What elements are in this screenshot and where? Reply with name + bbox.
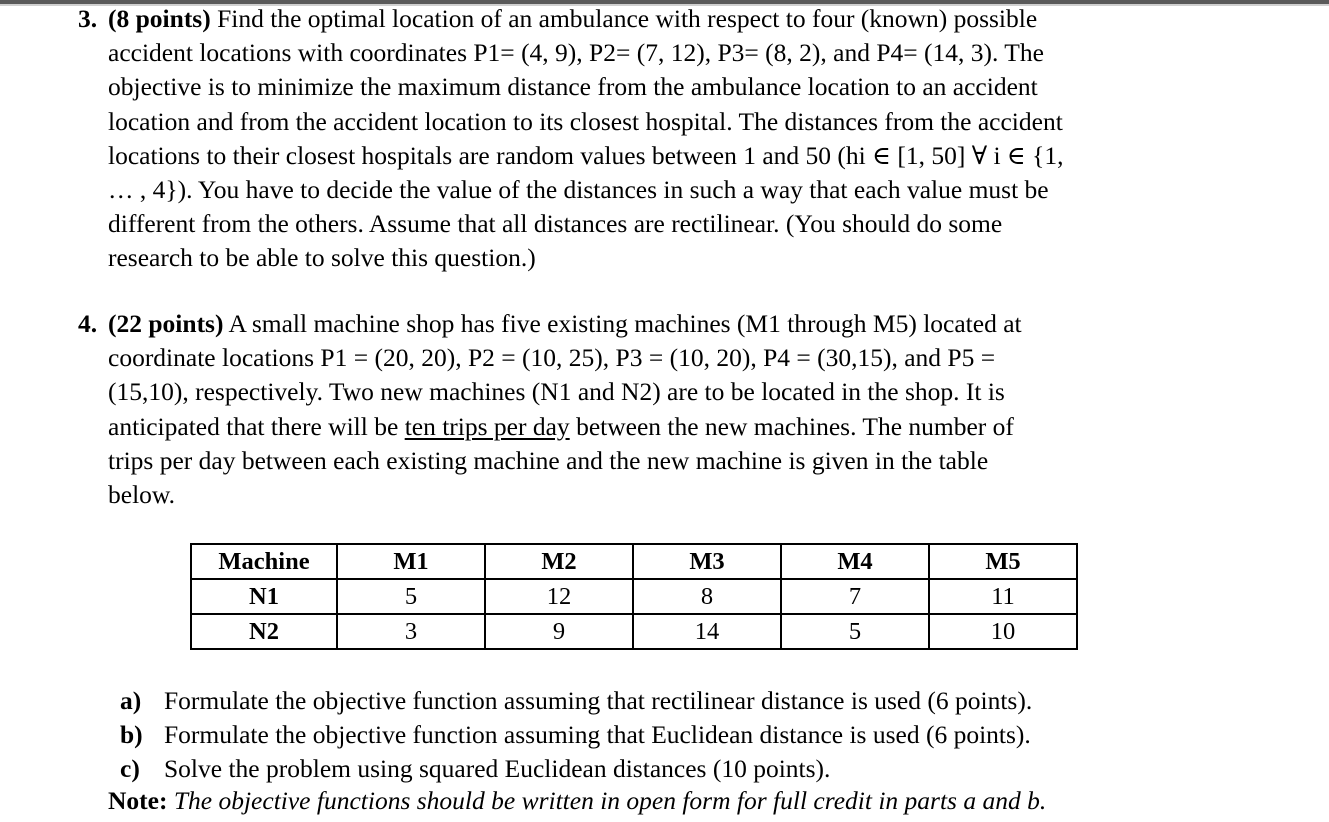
- table-header-row: [191, 544, 1077, 579]
- table-cell: 10: [929, 614, 1077, 649]
- table-cell: 5: [337, 579, 485, 614]
- question-4-line-5: trips per day between each existing machine and the new machine is given in the table: [108, 445, 989, 475]
- table-row-header: N2: [191, 614, 337, 649]
- question-4-line-3: (15,10), respectively. Two new machines (N1 and N2) are to be located in the shop. It is: [108, 377, 1005, 407]
- table-row: [191, 614, 1077, 649]
- table-cell: 3: [337, 614, 485, 649]
- table-cell: 12: [485, 579, 633, 614]
- part-a: a) Formulate the objective function assuming that rectilinear distance is used (6 points).: [120, 686, 1033, 715]
- question-3-line-7: different from the others. Assume that all distances are rectilinear. (You should do some: [108, 209, 1003, 239]
- ten-trips-underlined: ten trips per day: [404, 411, 570, 441]
- table-cell: 7: [781, 579, 929, 614]
- question-3-number: 3.: [78, 4, 98, 33]
- question-4-points: (22 points): [108, 309, 224, 338]
- question-4-line-1: (22 points) A small machine shop has five existing machines (M1 through M5) located at: [108, 309, 1022, 338]
- table-cell: 11: [929, 579, 1077, 614]
- question-3-line-4: location and from the accident location to its closest hospital. The distances from the accident: [108, 106, 1063, 136]
- table-header-cell: Machine: [191, 544, 337, 579]
- table-cell: 9: [485, 614, 633, 649]
- table-cell: 5: [781, 614, 929, 649]
- table-header-cell: M5: [929, 544, 1077, 579]
- question-4-line-4: anticipated that there will be ten trips per day between the new machines. The number of: [108, 411, 1014, 441]
- question-3-line-2: accident locations with coordinates P1= (4, 9), P2= (7, 12), P3= (8, 2), and P4= (14, 3). The: [108, 38, 1044, 68]
- question-3-line-1: (8 points) Find the optimal location of an ambulance with respect to four (known) possible: [108, 4, 1038, 33]
- question-3-points: (8 points): [108, 4, 211, 33]
- table-header-cell: M4: [781, 544, 929, 579]
- question-3-line-6: … , 4}). You have to decide the value of the distances in such a way that each value must be: [108, 174, 1049, 204]
- table-row-header: N1: [191, 579, 337, 614]
- note: [108, 786, 1046, 816]
- table-header-cell: M3: [633, 544, 781, 579]
- question-4-number: 4.: [78, 309, 98, 338]
- question-3-line-8: research to be able to solve this question.): [108, 243, 536, 273]
- question-3-line-3: objective is to minimize the maximum distance from the ambulance location to an accident: [108, 72, 1038, 102]
- part-c: c) Solve the problem using squared Euclidean distances (10 points).: [120, 754, 831, 783]
- question-4-parts: [120, 684, 1032, 786]
- table-cell: 8: [633, 579, 781, 614]
- table-cell: 14: [633, 614, 781, 649]
- question-3-line-5: locations to their closest hospitals are random values between 1 and 50 (hi ∈ [1, 50] ∀ i ∈ {1,: [108, 140, 1064, 170]
- trips-table: [190, 543, 1078, 650]
- question-4-line-6: below.: [108, 479, 176, 509]
- table-header-cell: M2: [485, 544, 633, 579]
- table-header-cell: M1: [337, 544, 485, 579]
- part-b: b) Formulate the objective function assuming that Euclidean distance is used (6 points).: [120, 720, 1031, 749]
- question-4-line-2: coordinate locations P1 = (20, 20), P2 = (10, 25), P3 = (10, 20), P4 = (30,15), and P5 =: [108, 343, 996, 373]
- table-row: [191, 579, 1077, 614]
- note-text: The objective functions should be written in open form for full credit in parts a and b.: [167, 786, 1047, 815]
- note-label: Note:: [108, 786, 168, 815]
